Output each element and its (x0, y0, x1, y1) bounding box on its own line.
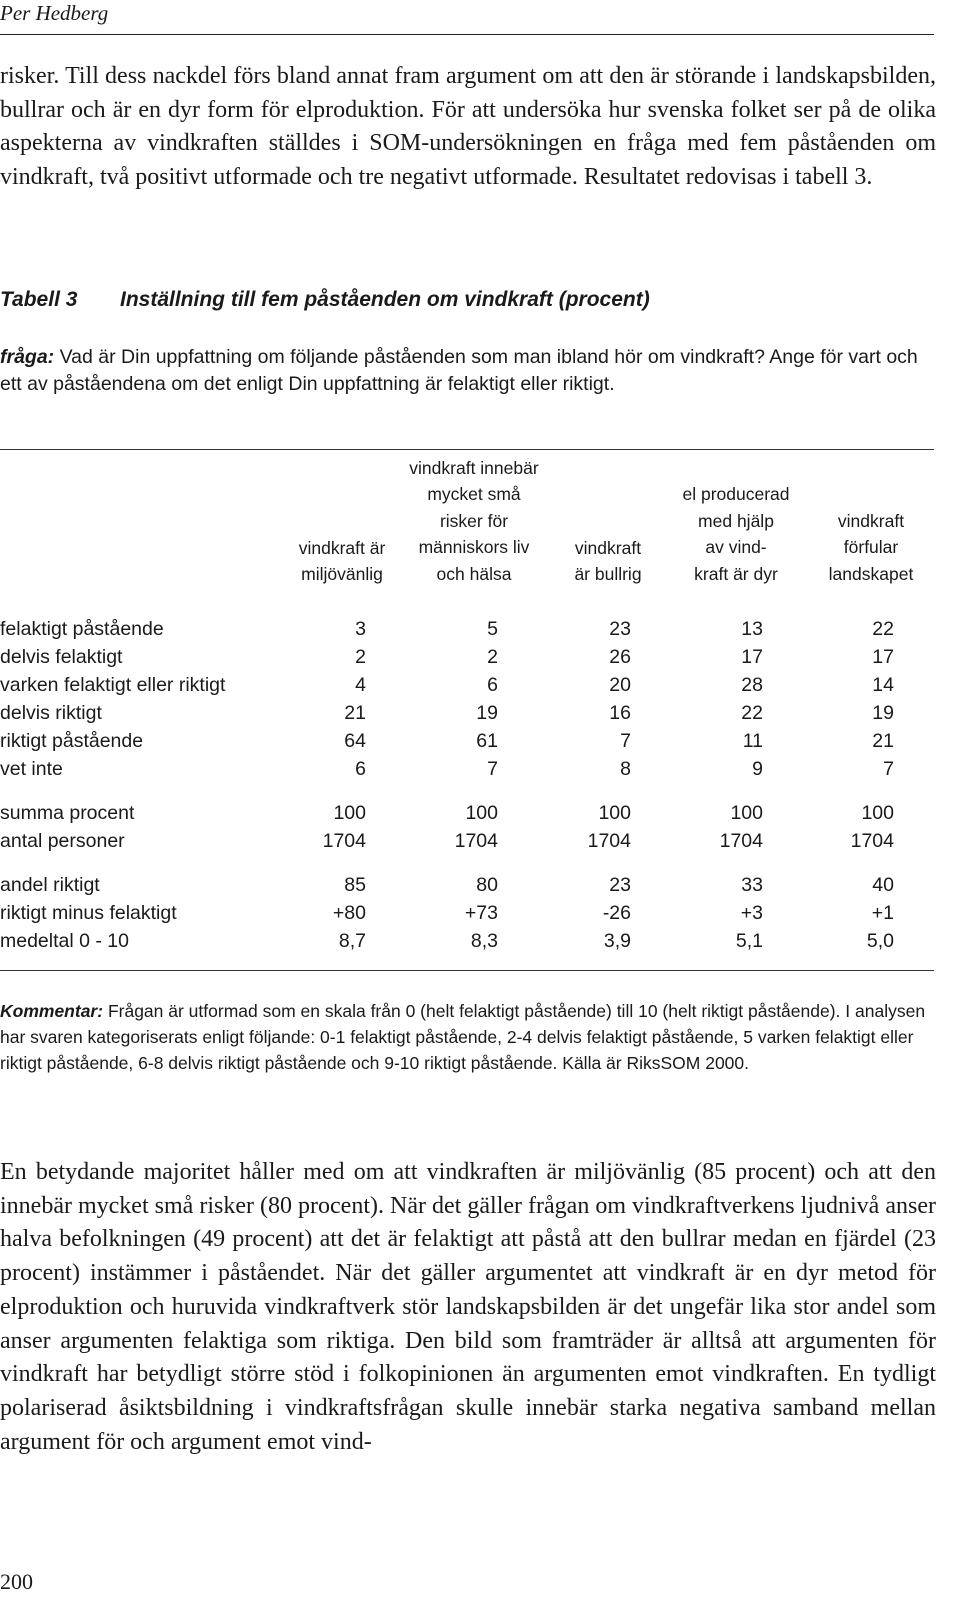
table-cell: 33 (741, 874, 763, 896)
column-header-forfular (812, 508, 930, 587)
table-cell: 26 (609, 646, 631, 668)
table-cell: 5 (487, 618, 498, 640)
table-cell: 3,9 (603, 930, 631, 952)
column-header-sma-risker (398, 455, 550, 587)
body-paragraph (0, 1156, 936, 1459)
table-cell: 1704 (719, 830, 763, 852)
comment-text: Frågan är utformad som en skala från 0 (helt felaktigt påstående) till 10 (helt riktigt påstående). I analysen har svaren kategoriserats enligt följande: 0-1 felaktigt påstående, 2-4 delvis felaktigt påstående, 5 varken felaktigt eller riktigt påstående, 6-8 delvis riktigt påstående och 9-10 riktigt påstående. Källa är RiksSOM 2000. (0, 1001, 926, 1073)
table-cell: 100 (465, 802, 498, 824)
column-header-line: landskapet (828, 563, 914, 584)
table-row (0, 615, 936, 643)
table-cell: 19 (872, 702, 894, 724)
table-cell: 100 (333, 802, 366, 824)
table-cell: 17 (741, 646, 763, 668)
table-cell: 23 (609, 618, 631, 640)
table-cell: 6 (487, 674, 498, 696)
column-header-line: är bullrig (574, 564, 642, 584)
table-cell: 14 (872, 674, 894, 696)
table-cell: 80 (476, 874, 498, 896)
table-cell: 17 (872, 646, 894, 668)
table-cell: 1704 (454, 830, 498, 852)
table-cell: 2 (487, 646, 498, 668)
table-cell: 1704 (850, 830, 894, 852)
table-cell: 85 (344, 874, 366, 896)
row-label: riktigt påstående (0, 730, 144, 752)
table-cell: 8,7 (338, 930, 366, 952)
table-row (0, 727, 936, 755)
question-label: fråga: (0, 346, 55, 368)
row-label: riktigt minus felaktigt (0, 902, 177, 924)
row-label: vet inte (0, 758, 63, 780)
column-header-line: och hälsa (436, 563, 512, 584)
intro-text: risker. Till dess nackdel förs bland annat fram argument om att den är störande i landskapsbilden, bullrar och är en dyr form för elproduktion. För att undersöka hur svenska folket ser på de olika aspekterna av vindkraften ställdes i SOM-undersökningen en fråga med fem påståenden om vindkraft, två positivt utformade och tre negativt utformade. Resultatet redovisas i tabell 3. (0, 63, 936, 190)
column-header-line: miljövänlig (301, 564, 383, 584)
intro-paragraph (0, 60, 936, 194)
table-number: Tabell 3 (0, 288, 78, 311)
table-cell: 6 (355, 758, 366, 780)
table-cell: +73 (464, 902, 498, 924)
row-label: antal personer (0, 830, 125, 852)
page-number: 200 (0, 1569, 33, 1594)
table-cell: 11 (742, 730, 763, 752)
row-label: delvis felaktigt (0, 646, 123, 668)
table-row (0, 755, 936, 783)
column-header-line: förfular (843, 537, 899, 558)
table-cell: 22 (741, 702, 763, 724)
table-row (0, 927, 936, 955)
question-text: Vad är Din uppfattning om följande påståenden som man ibland hör om vindkraft? Ange för vart och ett av påståendena om det enligt Din uppfattning är felaktigt eller riktigt. (0, 346, 918, 395)
column-header-line: vindkraft är (298, 537, 386, 558)
table-cell: 40 (872, 874, 894, 896)
table-cell: 23 (609, 874, 631, 896)
table-cell: 3 (355, 618, 366, 640)
row-label: felaktigt påstående (0, 618, 164, 640)
table-cell: 16 (609, 702, 631, 724)
column-header-line: vindkraft (837, 511, 905, 531)
table-cell: 1704 (322, 830, 366, 852)
table-cell: 100 (861, 802, 894, 824)
table-row (0, 899, 936, 927)
row-label: summa procent (0, 802, 135, 824)
table-cell: 19 (476, 702, 498, 724)
column-header-line: kraft är dyr (694, 563, 778, 584)
table-question (0, 344, 936, 398)
table-cell: 28 (741, 674, 763, 696)
table-cell: 21 (344, 702, 366, 724)
row-label: andel riktigt (0, 874, 100, 896)
column-header-line: människors liv (418, 537, 530, 558)
column-header-miljovanlig (282, 535, 402, 588)
table-cell: 100 (730, 802, 763, 824)
table-cell: 8 (620, 758, 631, 780)
table-cell: 7 (883, 758, 894, 780)
row-label: varken felaktigt eller riktigt (0, 674, 226, 696)
row-label: medeltal 0 - 10 (0, 930, 129, 952)
table-cell: 1704 (587, 830, 631, 852)
column-header-line: risker för (439, 510, 509, 531)
table-row (0, 799, 936, 827)
table-cell: +80 (332, 902, 366, 924)
table-cell: 21 (872, 730, 894, 752)
table-cell: 8,3 (470, 930, 498, 952)
table-cell: 7 (620, 730, 631, 752)
table-row (0, 827, 936, 855)
table-row (0, 699, 936, 727)
table-cell: 20 (609, 674, 631, 696)
comment-label: Kommentar: (0, 1001, 104, 1021)
table-cell: 5,0 (866, 930, 894, 952)
body-text: En betydande majoritet håller med om att vindkraften är miljövänlig (85 procent) och att den innebär mycket små risker (80 procent). När det gäller frågan om vindkraftverkens ljudnivå anser halva befolkningen (49 procent) att det är felaktigt att påstå att den bullrar medan en fjärdel (23 procent) instämmer i påståendet. När det gäller argumentet att vindkraft är en dyr metod för elproduktion och huruvida vindkraftverk stör landskapsbilden är det ungefär lika stor andel som anser argumenten felaktiga som riktiga. Den bild som framträder är alltså att argumenten för vindkraft har betydligt större stöd i folkopinionen än argumenten emot vindkraften. En tydligt polariserad åsiktsbildning i vindkraftsfrågan skulle innebär starka negativa samband mellan argument för och argument emot vind- (0, 1159, 936, 1455)
column-header-line: vindkraft (574, 537, 642, 558)
column-header-line: av vind- (705, 537, 767, 558)
table-cell: 22 (872, 618, 894, 640)
running-head: Per Hedberg (0, 0, 934, 35)
table-cell: 2 (355, 646, 366, 668)
table-cell: -26 (602, 902, 631, 924)
table-cell: 9 (752, 758, 763, 780)
table-bottom-rule (0, 970, 934, 971)
column-header-bullrig (556, 535, 660, 588)
column-header-line: vindkraft innebär (409, 458, 539, 478)
table-cell: 7 (487, 758, 498, 780)
table-title (0, 288, 936, 312)
table-caption: Inställning till fem påståenden om vindkraft (procent) (120, 288, 650, 311)
table-cell: 100 (598, 802, 631, 824)
table-cell: 5,1 (735, 930, 763, 952)
column-header-dyr (672, 481, 800, 587)
row-label: delvis riktigt (0, 702, 102, 724)
table-cell: 61 (476, 730, 498, 752)
table-row (0, 671, 936, 699)
table-top-rule (0, 449, 934, 450)
table-cell: +3 (740, 902, 763, 924)
column-header-line: el producerad (682, 484, 790, 505)
table-cell: +1 (871, 902, 894, 924)
column-header-line: med hjälp (698, 510, 774, 531)
table-cell: 13 (741, 618, 763, 640)
table-cell: 4 (355, 674, 366, 696)
table-cell: 64 (344, 730, 366, 752)
table-comment (0, 998, 936, 1076)
column-header-line: mycket små (427, 484, 521, 505)
table-row (0, 871, 936, 899)
table-row (0, 643, 936, 671)
